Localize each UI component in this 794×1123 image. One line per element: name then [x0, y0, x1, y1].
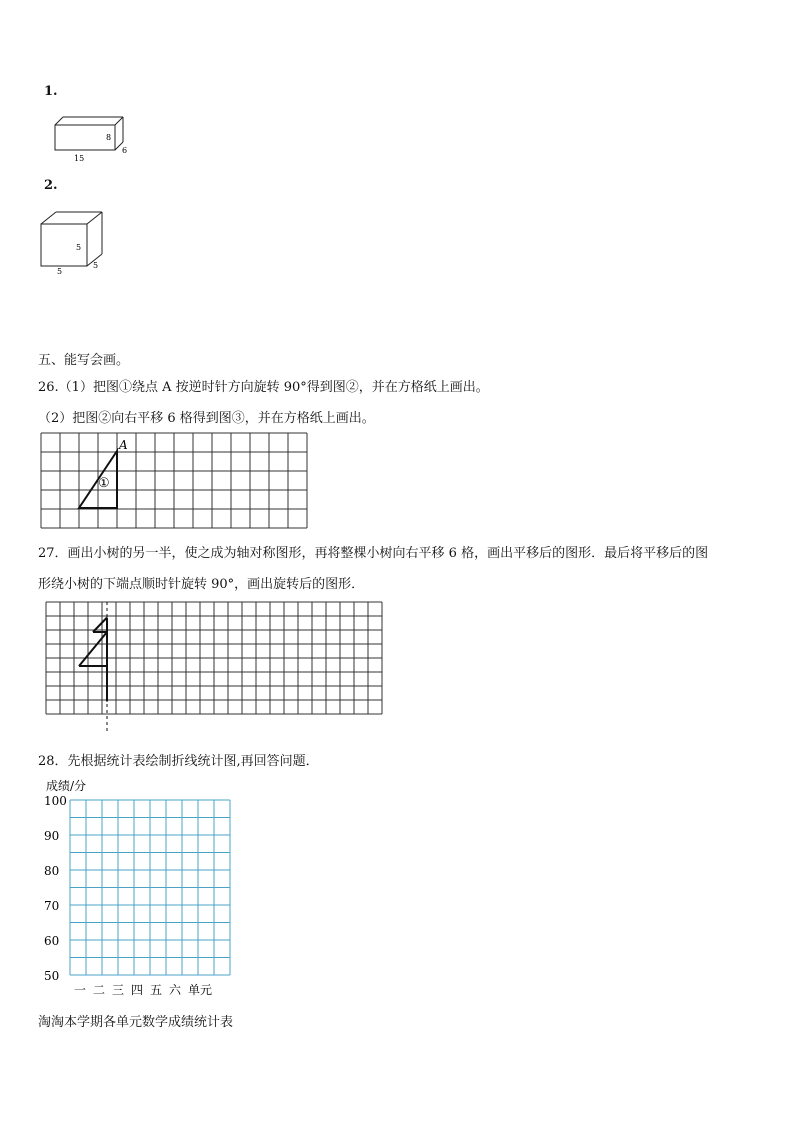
section-title: 五、能写会画。	[38, 353, 130, 368]
cube-width: 5	[93, 261, 99, 270]
y-tick-label: 90	[44, 829, 60, 843]
cuboid-1-width: 6	[122, 146, 128, 155]
y-tick-label: 100	[44, 794, 67, 808]
point-a-label: A	[119, 438, 128, 452]
question-1-label: 1.	[44, 84, 58, 99]
cuboid-1-figure	[50, 112, 140, 164]
x-tick-label: 五	[150, 983, 163, 997]
cube-height: 5	[76, 243, 82, 252]
question-27-line-1: 27．画出小树的另一半，使之成为轴对称图形，再将整棵小树向右平移 6 格，画出平移后的图形．最后将平移后的图	[38, 546, 709, 561]
x-tick-label: 四	[131, 983, 144, 997]
x-tick-label: 一	[74, 983, 87, 997]
y-tick-label: 70	[44, 899, 60, 913]
cuboid-1-length: 15	[74, 154, 85, 163]
x-unit-label: 单元	[188, 983, 213, 997]
question-2-label: 2.	[44, 178, 58, 193]
y-tick-label: 80	[44, 864, 60, 878]
x-tick-label: 二	[93, 983, 106, 997]
cuboid-1-height: 8	[106, 133, 112, 142]
q28-chart-grid	[40, 776, 240, 998]
cube-length: 5	[57, 267, 63, 276]
y-axis-title: 成绩/分	[46, 779, 87, 793]
table-caption: 淘淘本学期各单元数学成绩统计表	[38, 1015, 234, 1030]
q26-grid	[40, 432, 308, 530]
q27-grid	[44, 600, 384, 738]
shape-1-label: ①	[98, 476, 110, 491]
y-tick-label: 60	[44, 934, 60, 948]
question-26-part-2: （2）把图②向右平移 6 格得到图③，并在方格纸上画出。	[38, 411, 375, 426]
question-26-part-1: 26.（1）把图①绕点 A 按逆时针方向旋转 90°得到图②，并在方格纸上画出。	[38, 380, 489, 395]
y-tick-label: 50	[44, 969, 60, 983]
x-tick-label: 六	[169, 983, 182, 997]
question-28-prompt: 28．先根据统计表绘制折线统计图,再回答问题．	[38, 754, 319, 769]
question-27-line-2: 形绕小树的下端点顺时针旋转 90°，画出旋转后的图形．	[38, 577, 365, 592]
x-tick-label: 三	[112, 983, 125, 997]
cube-figure	[36, 208, 116, 278]
